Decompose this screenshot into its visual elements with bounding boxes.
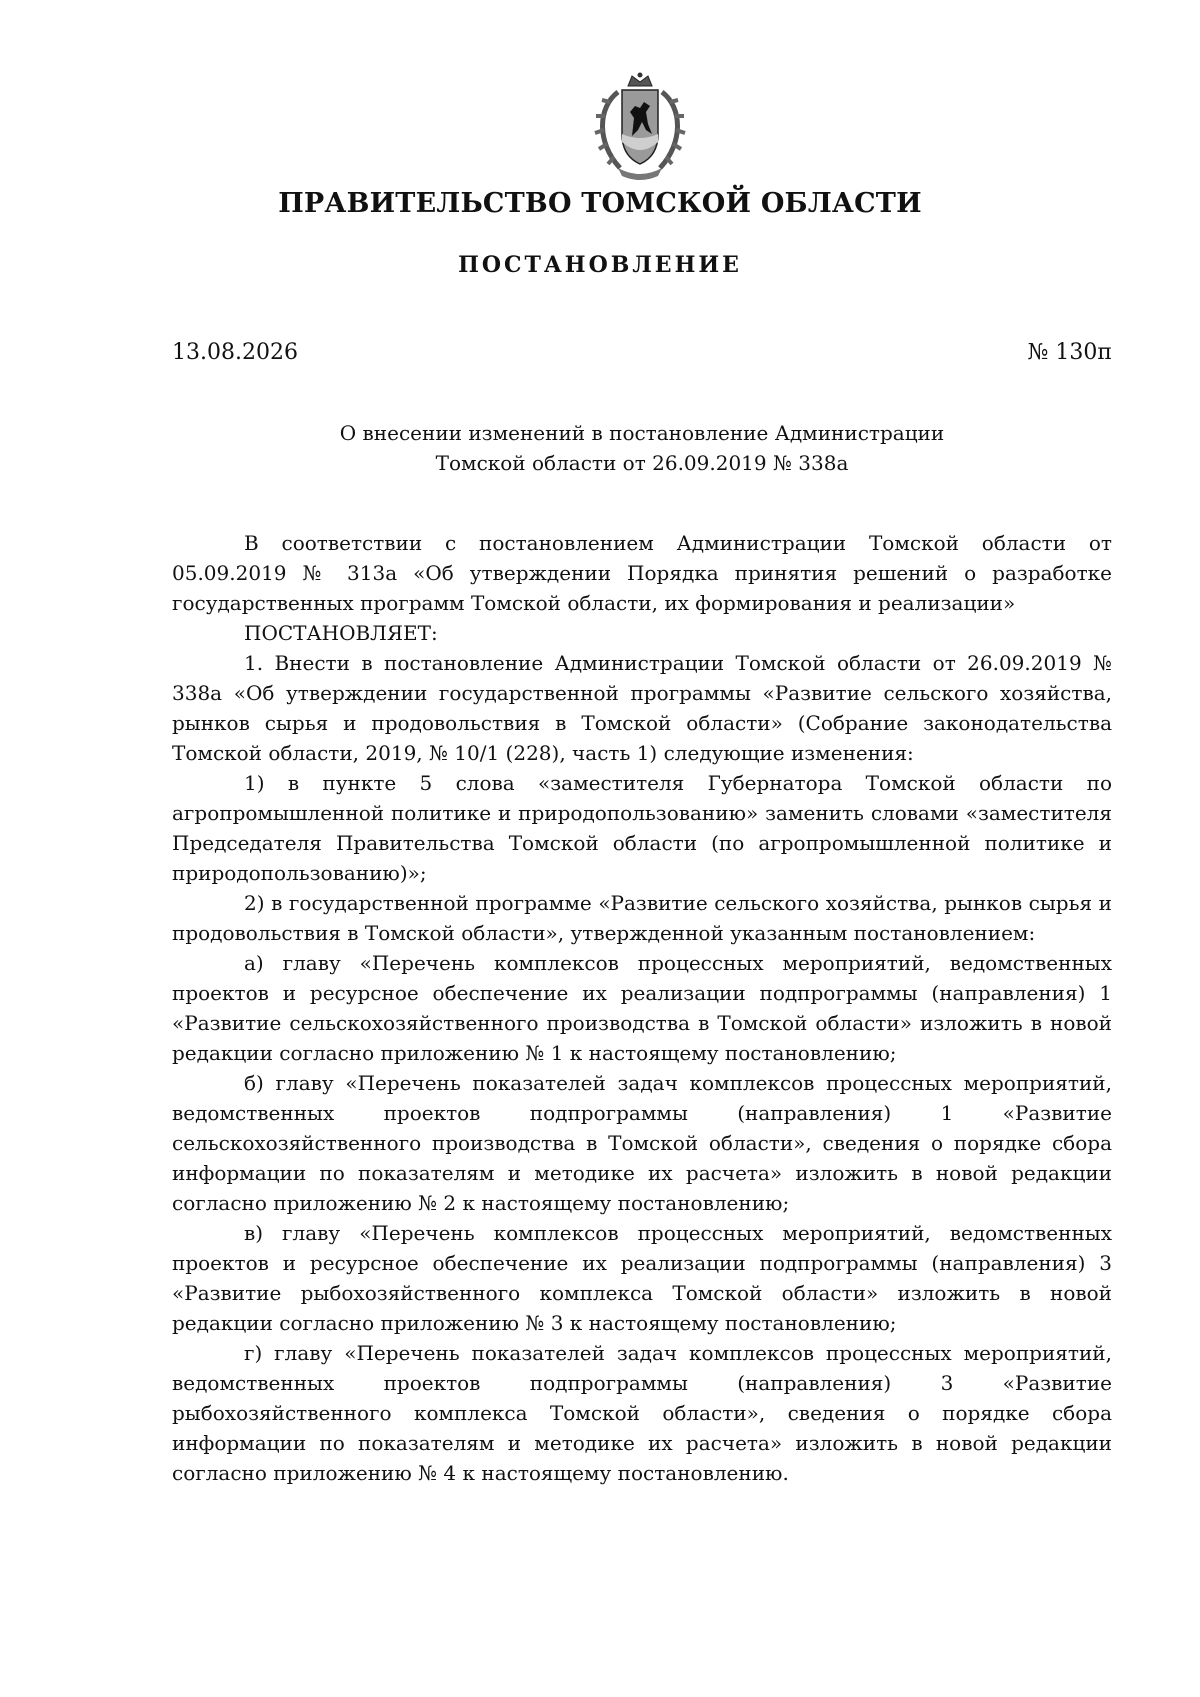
organization-title: ПРАВИТЕЛЬСТВО ТОМСКОЙ ОБЛАСТИ [278,188,922,219]
document-subject [172,418,1112,478]
subitem-2-paragraph: 2) в государственной программе «Развитие сельского хозяйства, рынков сырья и продовольствия в Томской области», утвержденной указанным постановлением: [172,891,1112,945]
subitem-g-paragraph: г) главу «Перечень показателей задач комплексов процессных мероприятий, ведомственных проектов подпрограммы (направления) 3 «Развитие рыбохозяйственного комплекса Томской области», сведения о порядке сбора информации по показателям и методике их расчета» изложить в новой редакции согласно приложению № 4 к настоящему постановлению. [172,1341,1112,1485]
subitem-v-paragraph: в) главу «Перечень комплексов процессных мероприятий, ведомственных проектов и ресурсное обеспечение их реализации подпрограммы (направления) 3 «Развитие рыбохозяйственного комплекса Томской области» изложить в новой редакции согласно приложению № 3 к настоящему постановлению; [172,1221,1112,1335]
subitem-b-paragraph: б) главу «Перечень показателей задач комплексов процессных мероприятий, ведомственных проектов подпрограммы (направления) 1 «Развитие сельскохозяйственного производства в Томской области», сведения о порядке сбора информации по показателям и методике их расчета» изложить в новой редакции согласно приложению № 2 к настоящему постановлению; [172,1071,1112,1215]
subject-line-1: О внесении изменений в постановление Администрации [339,421,945,445]
decree-word: ПОСТАНОВЛЯЕТ: [244,621,438,645]
document-type: ПОСТАНОВЛЕНИЕ [458,252,742,278]
document-body [172,528,1112,1488]
document-date: 13.08.2026 [172,340,298,365]
subitem-1-paragraph: 1) в пункте 5 слова «заместителя Губернатора Томской области по агропромышленной политике и природопользованию» заменить словами «заместителя Председателя Правительства Томской области (по агропромышленной политике и природопользованию)»; [172,771,1112,885]
document-number: № 130п [1027,340,1112,365]
tomsk-region-coat-of-arms-icon [588,72,692,182]
preamble-paragraph: В соответствии с постановлением Администрации Томской области от 05.09.2019 № 313а «Об утверждении Порядка принятия решений о разработке государственных программ Томской области, их формирования и реализации» [172,531,1112,615]
subitem-a-paragraph: а) главу «Перечень комплексов процессных мероприятий, ведомственных проектов и ресурсное обеспечение их реализации подпрограммы (направления) 1 «Развитие сельскохозяйственного производства в Томской области» изложить в новой редакции согласно приложению № 1 к настоящему постановлению; [172,951,1112,1065]
item-1-paragraph: 1. Внести в постановление Администрации Томской области от 26.09.2019 № 338а «Об утверждении государственной программы «Развитие сельского хозяйства, рынков сырья и продовольствия в Томской области» (Собрание законодательства Томской области, 2019, № 10/1 (228), часть 1) следующие изменения: [172,651,1112,765]
subject-line-2: Томской области от 26.09.2019 № 338а [435,451,849,475]
